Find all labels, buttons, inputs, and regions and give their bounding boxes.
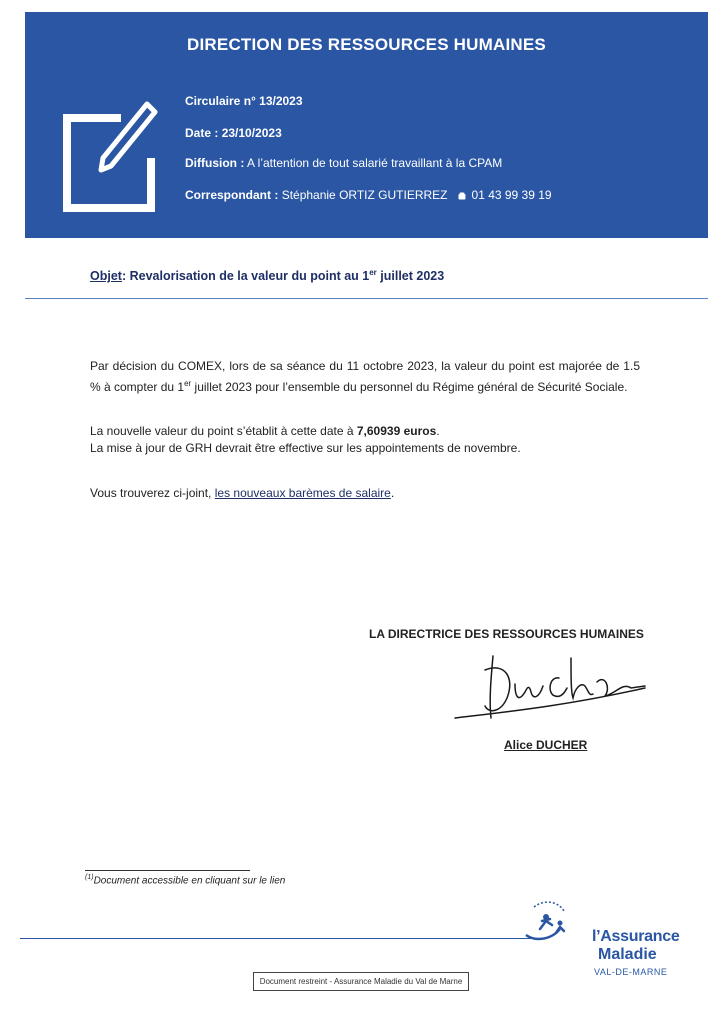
edit-document-icon	[59, 96, 159, 226]
point-value: 7,60939 euros	[356, 424, 437, 438]
header-banner	[25, 12, 708, 238]
phone-number: 01 43 99 39 19	[471, 188, 552, 202]
confidentiality-footer: Document restreint - Assurance Maladie du Val de Marne	[253, 972, 469, 991]
footnote: $^{(1)}$Document accessible en cliquant sur le lien	[85, 874, 286, 887]
handwritten-signature	[445, 648, 655, 728]
paragraph-decision: Par décision du COMEX, lors de sa séance du 11 octobre 2023, la valeur du point est majorée de 1.5 % à compter du 1er juillet 2023 pour l’ensemble du personnel du Régime général de Sécurité Sociale.	[90, 359, 640, 394]
date-line: Date : 23/10/2023	[185, 126, 282, 140]
diffusion-line: Diffusion : A l’attention de tout salarié travaillant à la CPAM	[185, 156, 503, 170]
salary-scales-link[interactable]: les nouveaux barèmes de salaire	[214, 486, 391, 500]
logo-region: VAL-DE-MARNE	[594, 967, 668, 977]
bottom-divider	[20, 938, 545, 939]
subject-label: Objet	[90, 269, 122, 284]
logo-text-maladie: Maladie	[598, 946, 657, 963]
signatory-title: LA DIRECTRICE DES RESSOURCES HUMAINES	[369, 627, 644, 641]
divider	[25, 298, 708, 299]
phone-icon	[458, 192, 466, 200]
subject-line: Objet: Revalorisation de la valeur du point au 1er juillet 2023	[90, 268, 445, 284]
footnote-rule	[85, 870, 250, 871]
correspondant-line: Correspondant : Stéphanie ORTIZ GUTIERREZ 01 43 99 39 19	[185, 188, 552, 202]
paragraph-attachment: Vous trouverez ci-joint, les nouveaux barèmes de salaire.	[90, 486, 395, 500]
assurance-maladie-logo-icon	[520, 895, 570, 943]
logo-text-assurance: l’Assurance	[592, 928, 680, 945]
paragraph-new-value: La nouvelle valeur du point s’établit à cette date à 7,60939 euros. La mise à jour de GRH devrait être effective sur les appointements de novembre.	[90, 424, 521, 455]
header-title: DIRECTION DES RESSOURCES HUMAINES	[187, 35, 546, 54]
signatory-name: Alice DUCHER	[504, 738, 588, 752]
circulaire-number: Circulaire n° 13/2023	[185, 94, 303, 108]
